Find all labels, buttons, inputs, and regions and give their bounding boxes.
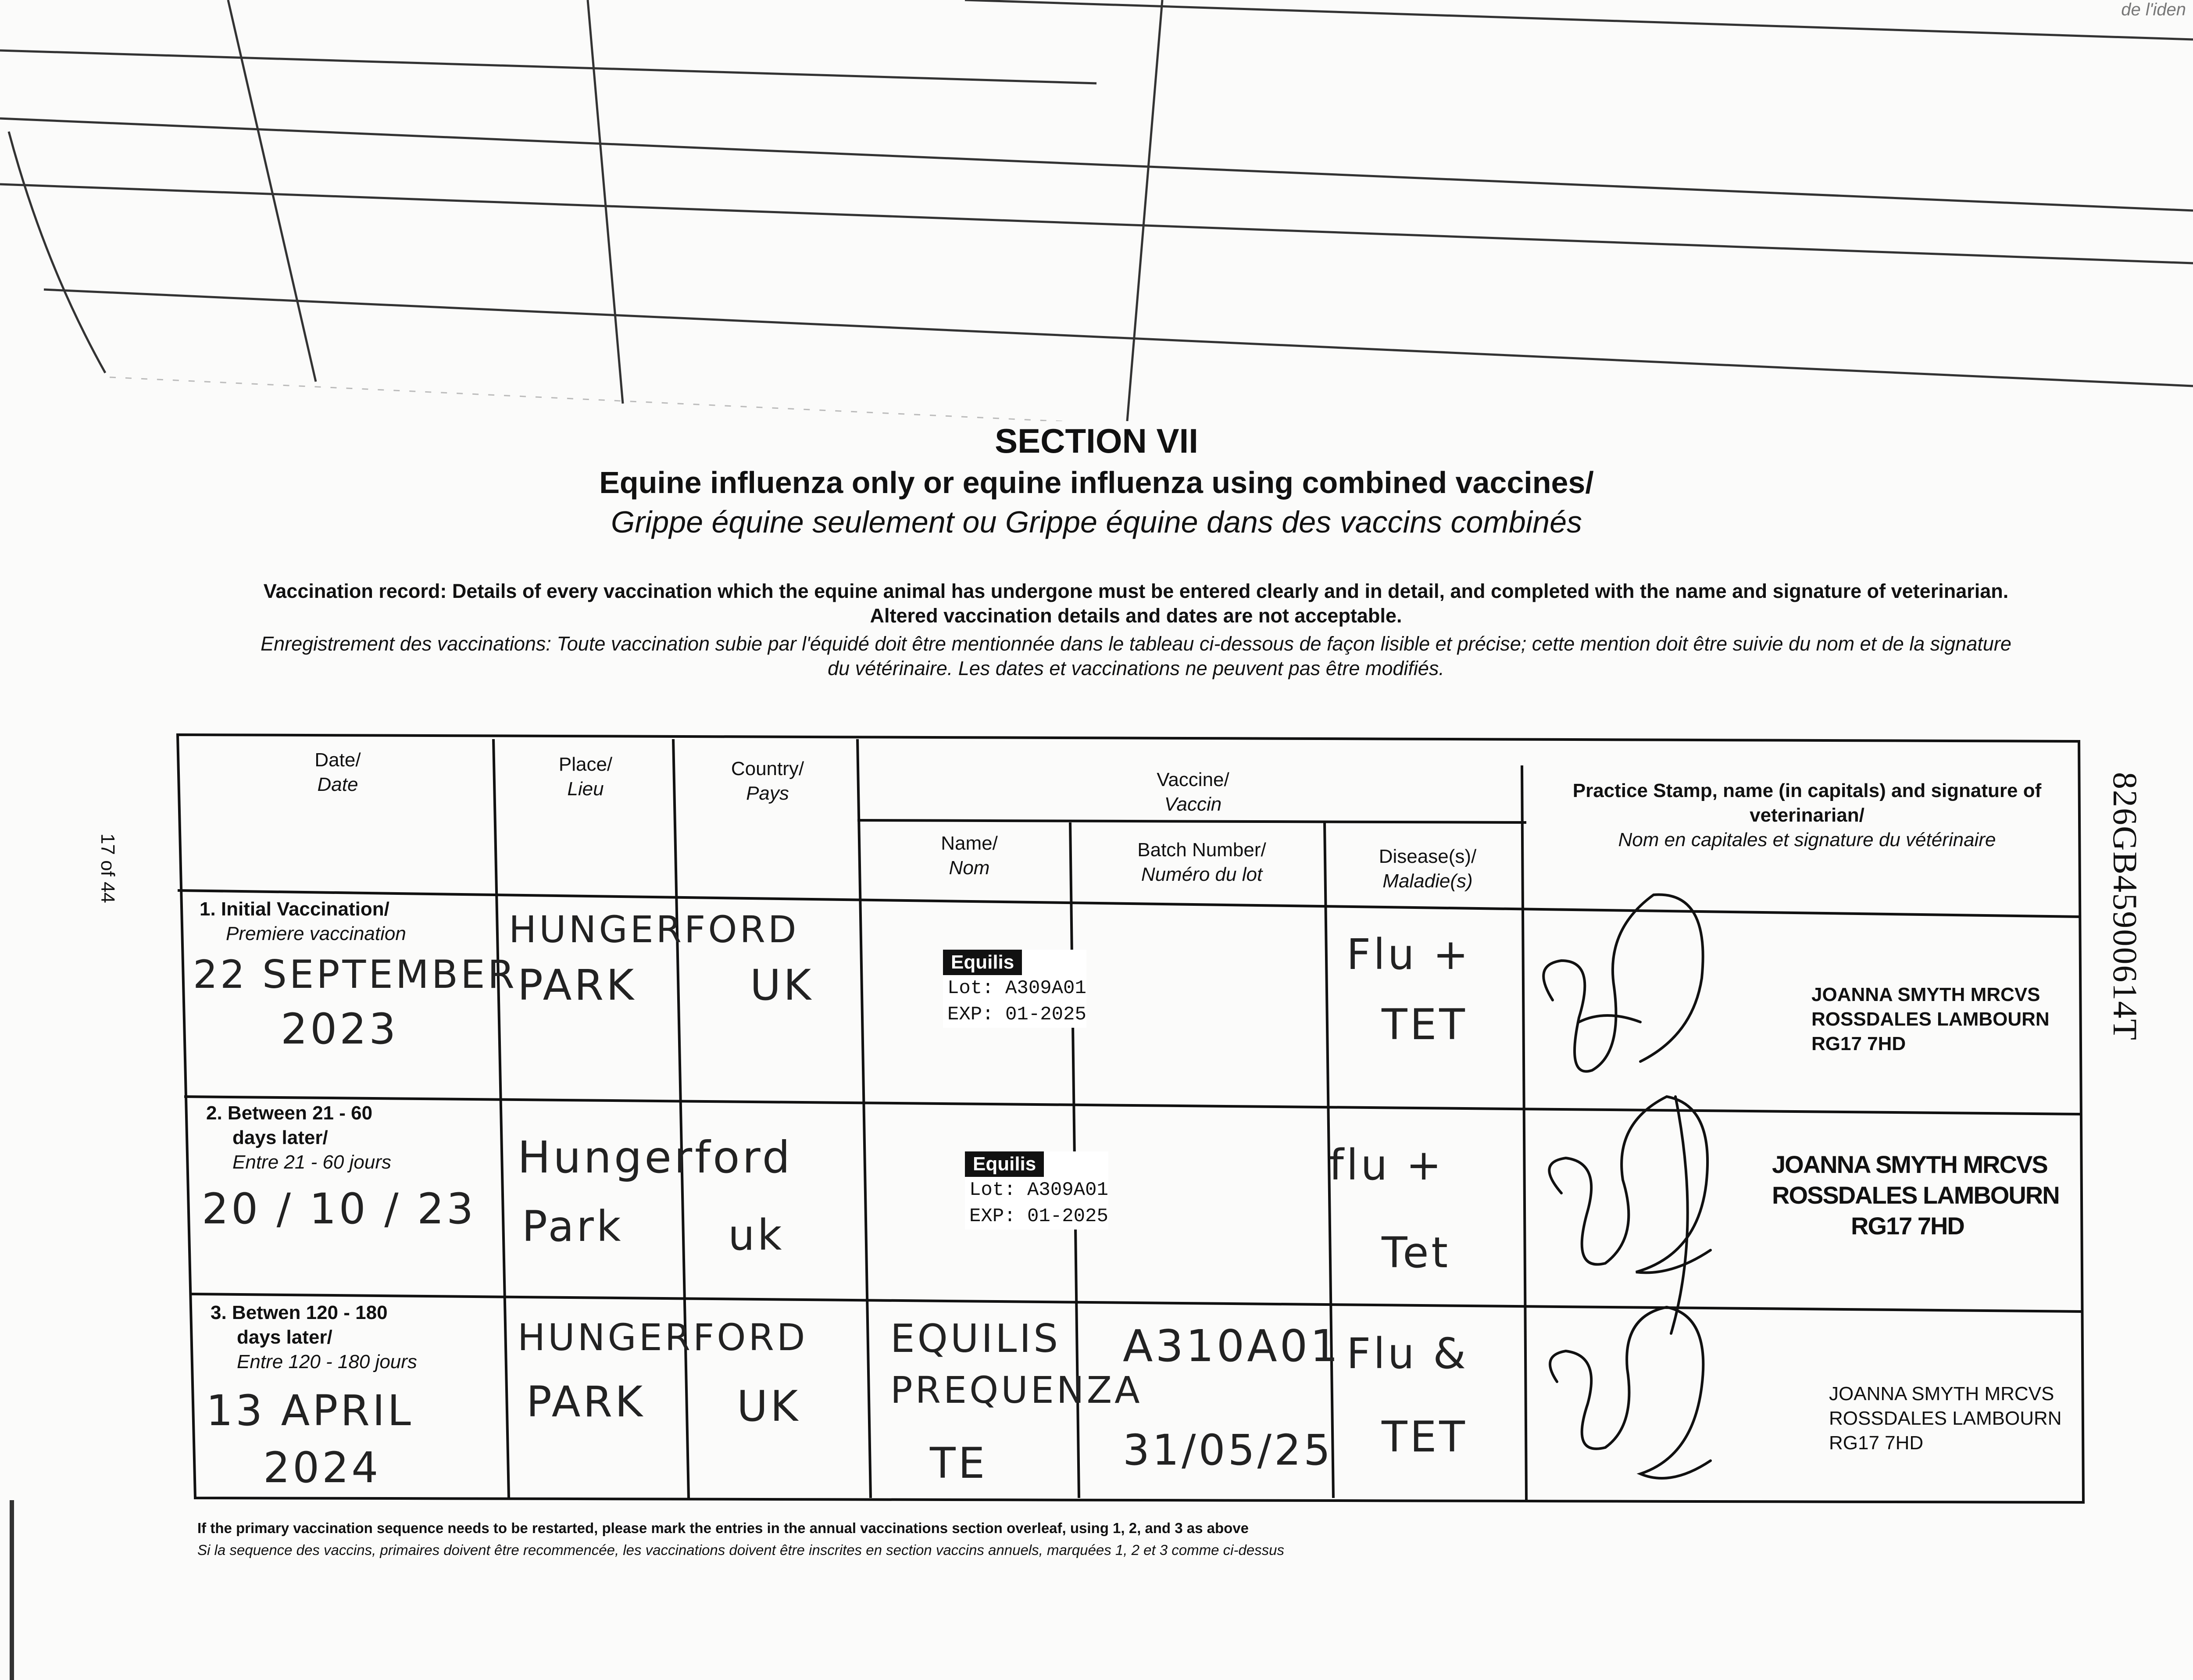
row1-place-line1: HUNGERFORD: [509, 908, 799, 951]
intro-fr-line1: Enregistrement des vaccinations: Toute vaccination subie par l'équidé doit être mentionnée dans le tableau ci-dessous de façon lisible et précise; cette mention doit être suivie du nom et de la signature: [261, 633, 2011, 655]
row2-vaccine-label: Equilis Lot: A309A01 EXP: 01-2025: [965, 1151, 1108, 1230]
row2-vaccine-brand: Equilis: [965, 1151, 1044, 1177]
corner-text: de l'iden: [2121, 0, 2186, 19]
row3-date-line2: 2024: [263, 1443, 381, 1492]
row1-label: 1. Initial Vaccination/ Premiere vaccination: [200, 898, 406, 944]
intro-fr-line2: du vétérinaire. Les dates et vaccinations ne peuvent pas être modifiés.: [828, 657, 1444, 679]
header-date: Date/ Date: [314, 749, 361, 795]
row1-date-line2: 2023: [281, 1004, 399, 1054]
intro-en-line1: Vaccination record: Details of every vaccination which the equine animal has undergone must be entered clearly and in detail, and completed with the name and signature of veterinarian.: [263, 580, 2009, 602]
row1-place-line2: PARK: [518, 961, 637, 1010]
row3-vaccine-name-line2: PREQUENZA: [890, 1369, 1143, 1412]
row3-stamp: JOANNA SMYTH MRCVS ROSSDALES LAMBOURN RG17 7HD: [1829, 1383, 2062, 1454]
footer-en: If the primary vaccination sequence needs to be restarted, please mark the entries in the annual vaccinations section overleaf, using 1, 2, and 3 as above: [197, 1520, 1249, 1536]
header-batch-number: Batch Number/ Numéro du lot: [1137, 839, 1266, 885]
header-practice-stamp: Practice Stamp, name (in capitals) and signature of veterinarian/ Nom en capitales et signature du vétérinaire: [1572, 780, 2042, 851]
header-place: Place/ Lieu: [558, 754, 613, 800]
intro-en-line2: Altered vaccination details and dates are not acceptable.: [870, 604, 1402, 627]
row3-vaccine-name-line3: TE: [930, 1439, 988, 1488]
row3-date-line1: 13 APRIL: [206, 1386, 414, 1435]
row2-place-line2: Park: [522, 1202, 624, 1251]
row2-stamp: JOANNA SMYTH MRCVS ROSSDALES LAMBOURN RG17 7HD: [1772, 1151, 2059, 1240]
header-vaccine-name: Name/ Nom: [941, 833, 998, 879]
row1-disease-line1: Flu +: [1347, 930, 1471, 979]
row2-disease-line1: flu +: [1329, 1140, 1444, 1190]
row3-place-line1: HUNGERFORD: [518, 1316, 808, 1359]
header-country: Country/ Pays: [731, 758, 804, 804]
page-edge-shadow: [10, 1500, 14, 1680]
row3-vaccine-name-line1: EQUILIS: [890, 1316, 1061, 1361]
heading-fr: Grippe équine seulement ou Grippe équine dans des vaccins combinés: [611, 505, 1582, 539]
veterinarian-signatures: [1526, 877, 1789, 1518]
row1-vaccine-brand: Equilis: [943, 950, 1022, 975]
row3-batch-exp: 31/05/25: [1123, 1426, 1333, 1475]
row3-country: UK: [737, 1382, 801, 1431]
header-vaccine: Vaccine/ Vaccin: [1157, 769, 1229, 815]
heading-en: Equine influenza only or equine influenza using combined vaccines/: [599, 465, 1594, 500]
section-title: SECTION VII: [995, 422, 1198, 460]
row1-country: UK: [750, 961, 814, 1010]
certificate-id: 826GB45900614T: [2106, 772, 2144, 1041]
row3-batch: A310A01: [1123, 1320, 1341, 1372]
row3-disease-line1: Flu &: [1347, 1329, 1469, 1378]
row1-disease-line2: TET: [1382, 1000, 1468, 1049]
row2-disease-line2: Tet: [1382, 1228, 1451, 1277]
row1-stamp: JOANNA SMYTH MRCVS ROSSDALES LAMBOURN RG17 7HD: [1811, 984, 2050, 1054]
row3-label: 3. Betwen 120 - 180 days later/ Entre 120 - 180 jours: [211, 1302, 417, 1373]
header-diseases: Disease(s)/ Maladie(s): [1379, 846, 1477, 892]
row2-country: uk: [728, 1211, 785, 1260]
footer-fr: Si la sequence des vaccins, primaires doivent être recommencée, les vaccinations doivent être inscrites en section vaccins annuels, marquées 1, 2 et 3 comme ci-dessus: [197, 1542, 1285, 1558]
row2-place-line1: Hungerford: [518, 1132, 793, 1183]
row2-date: 20 / 10 / 23: [202, 1184, 476, 1233]
row3-disease-line2: TET: [1382, 1412, 1468, 1462]
row2-label: 2. Between 21 - 60 days later/ Entre 21 - 60 jours: [206, 1102, 391, 1173]
row3-place-line2: PARK: [526, 1377, 646, 1426]
page-number: 17 of 44: [97, 833, 118, 904]
row1-vaccine-label: Equilis Lot: A309A01 EXP: 01-2025: [943, 950, 1086, 1028]
row1-date-line1: 22 SEPTEMBER: [193, 952, 517, 997]
